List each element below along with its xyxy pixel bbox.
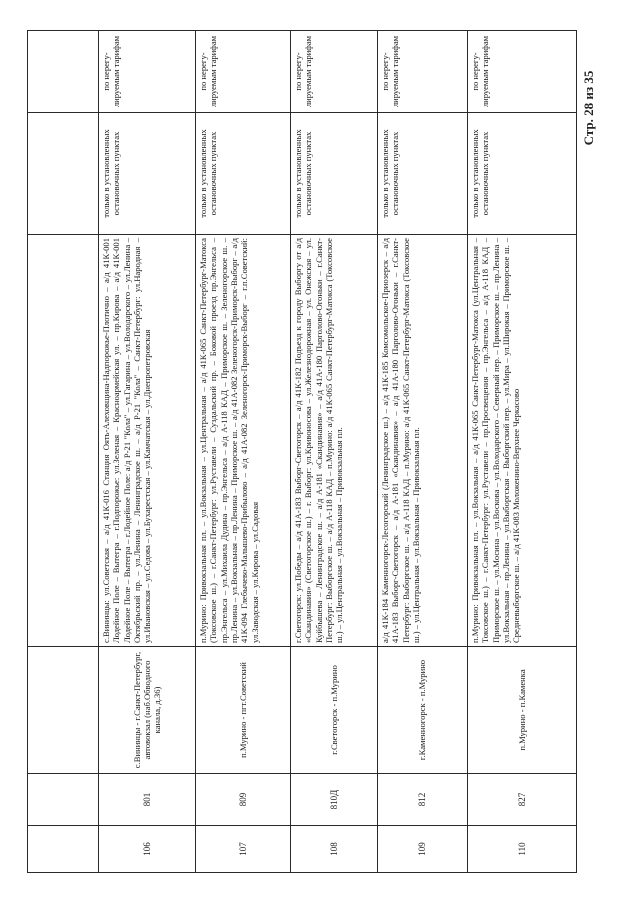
table-row bbox=[291, 31, 378, 873]
cell-stops: только в установленных остановочных пунктах bbox=[291, 113, 378, 235]
cell-tariff: по нерегу-лируемым тарифам bbox=[378, 31, 468, 113]
cell-route-name bbox=[28, 647, 99, 774]
cell-route-number: 810Д bbox=[291, 774, 378, 826]
cell-route-number bbox=[28, 774, 99, 826]
cell-route-path: г.Светогорск: ул.Победы – а/д 41А-183 Выборг-Светогорск – а/д 41К-182 Подъезд к городу Выборгу от а/д «Скандинавия» (Светогорское ш.) – г. Выборг: ул.Кривоносова – ул.Железнодорожная – ул. Онежская – ул. Куйбышева – Ленинградское ш. – а/д А-181 «Скандинавия» – а/д 41А-180 Парголово-Огоньки – г.Санкт-Петербург: Выборгское ш. – а/д А-118 КАД – п.Мурино: а/д 41К-065 Санкт-Петербург-Матокса (Токсовское ш.) – ул.Центральная – ул.Вокзальная – Привокзальная пл. bbox=[291, 235, 378, 647]
cell-stops: только в установленных остановочных пунктах bbox=[468, 113, 577, 235]
page-number-label: Стр. 28 из 35 bbox=[581, 70, 596, 146]
cell-route-name: с.Вининцы - г.Санкт-Петербург, автовокзал (наб.Обводного канала, д.36) bbox=[99, 647, 196, 774]
table-row bbox=[196, 31, 291, 873]
cell-stops: только в установленных остановочных пунктах bbox=[196, 113, 291, 235]
cell-index bbox=[28, 826, 99, 873]
page-footer bbox=[579, 48, 599, 168]
cell-route-path: п.Мурино: Привокзальная пл. – ул.Вокзальная – а/д 41К-065 Санкт-Петербург-Матокса (ул.Центральная – Токсовское ш.) – г.Санкт-Петербург: ул.Руставели – пр.Просвещения – пр.Энгельса – а/д А-118 КАД – Приморское ш. – ул.Мосина – ул.Воскова – ул.Володарского – Северный пер. – Приморское ш. – пр.Ленина – ул.Вокзальная – пр.Ленина – ул.Выборгская – Выборгский пер. – ул.Мира – ул.Широкая – Приморское ш. – Средневыборгское ш. – а/д 41К-083 Моложенино-Верхнее Черкасово bbox=[468, 235, 577, 647]
cell-index: 108 bbox=[291, 826, 378, 873]
cell-tariff: по нерегу-лируемым тарифам bbox=[196, 31, 291, 113]
cell-tariff: по нерегу-лируемым тарифам bbox=[291, 31, 378, 113]
cell-tariff: по нерегу-лируемым тарифам bbox=[468, 31, 577, 113]
cell-route-name: г.Каменногорск - п.Мурино bbox=[378, 647, 468, 774]
cell-route-path: а/д 41К-184 Каменногорск-Лесогорский (Ленинградское ш.) – а/д 41К-185 Комсомольское-Приозерск – а/д 41А-183 Выборг-Светогорск – а/д А-181 «Скандинавия» – а/д 41А-180 Парголово-Огоньки – г.Санкт-Петербург: Выборгское ш. – а/д А-118 КАД – п.Мурино: а/д 41К-065 Санкт-Петербург-Матокса (Токсовское ш.) – ул.Центральная – ул.Вокзальная – Привокзальная пл. bbox=[378, 235, 468, 647]
routes-table bbox=[27, 30, 577, 873]
cell-route-number: 827 bbox=[468, 774, 577, 826]
cell-route-path: п.Мурино: Привокзальная пл. – ул.Вокзальная – ул.Центральная – а/д 41К-065 Санкт-Петербург-Матокса (Токсовское ш.) – г.Санкт-Петербург: ул.Руставели – Суздальский пр. – Боковой проезд пр.Энгельса – пр.Энгельса – ул.Михаила Дудина – пр.Энгельса – а/д А-118 КАД – Приморское ш. – Зеленогорское ш. – пр.Ленина – ул.Вокзальная – пр.Ленина – Приморское ш. – а/д 41А-082 Зеленогорск-Приморск-Выборг – а/д 41К-094 Глебычево-Малышево-Прибылово – а/д 41А-082 Зеленогорск-Приморск-Выборг – г.п.Советский: ул.Заводская – ул.Кирова – ул.Садовая bbox=[196, 235, 291, 647]
cell-route-name: п.Мурино - пгт.Советский bbox=[196, 647, 291, 774]
cell-stops: только в установленных остановочных пунктах bbox=[99, 113, 196, 235]
cell-route-path bbox=[28, 235, 99, 647]
table-row bbox=[378, 31, 468, 873]
cell-route-name: г.Светогорск - п.Мурино bbox=[291, 647, 378, 774]
cell-index: 110 bbox=[468, 826, 577, 873]
cell-tariff: по нерегу-лируемым тарифам bbox=[99, 31, 196, 113]
cell-route-number: 812 bbox=[378, 774, 468, 826]
rotated-table-frame bbox=[27, 35, 546, 873]
cell-tariff bbox=[28, 31, 99, 113]
table-row bbox=[468, 31, 577, 873]
cell-route-name: п.Мурино - п.Каменка bbox=[468, 647, 577, 774]
cell-route-path: с.Вининцы: ул.Советская – а/д 41К-016 Станция Оять-Алеховщина-Надпорожье-Плотично – а/д 41К-001 Лодейное Поле – Вытегра – г.Подпорожье: ул.Зеленая – Красноармейская ул. – пр.Кирова – а/д 41К-001 Лодейное Поле – Вытегра – г.Лодейное Поле: а/д Р-21 "Кола" – ул.Гагарина – ул.Володарского – ул.Ленина – Октябрьский пр. – ул.Ленина – Ленинградское ш. – а/д Р-21 "Кола" – Санкт-Петербург: ул.Народная – ул.Ивановская – ул.Седова – ул.Бухарестская – ул.Камчатская – ул.Днепропетровская bbox=[99, 235, 196, 647]
cell-index: 109 bbox=[378, 826, 468, 873]
cell-index: 107 bbox=[196, 826, 291, 873]
rotated-table bbox=[27, 35, 546, 873]
table-row bbox=[99, 31, 196, 873]
cell-index: 106 bbox=[99, 826, 196, 873]
table-row-header-cut bbox=[28, 31, 99, 873]
cell-stops bbox=[28, 113, 99, 235]
cell-route-number: 801 bbox=[99, 774, 196, 826]
cell-stops: только в установленных остановочных пунктах bbox=[378, 113, 468, 235]
cell-route-number: 809 bbox=[196, 774, 291, 826]
